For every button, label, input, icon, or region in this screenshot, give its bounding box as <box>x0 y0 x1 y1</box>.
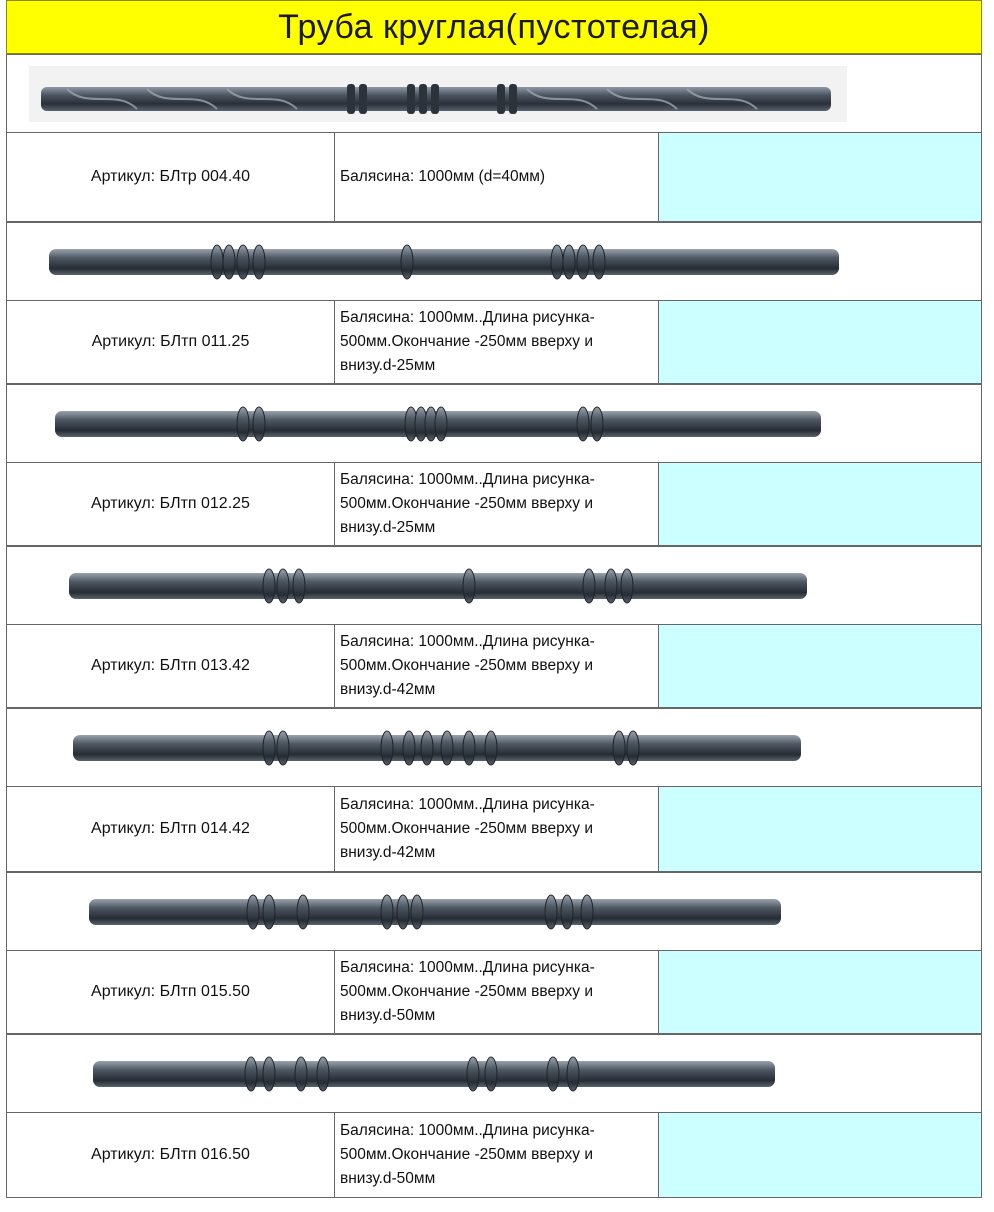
empty-cell <box>659 625 981 707</box>
baluster-bead <box>551 245 563 279</box>
empty-cell <box>659 301 981 383</box>
description-cell <box>335 625 659 707</box>
baluster-bead <box>547 1057 559 1091</box>
baluster-bead <box>263 569 275 603</box>
description-cell <box>335 301 659 383</box>
description-line: 500мм.Окончание -250мм вверху и <box>340 1146 593 1163</box>
description-line: внизу.d-25мм <box>340 519 436 536</box>
empty-cell <box>659 1113 981 1197</box>
baluster-bead <box>561 895 573 929</box>
product-image-row <box>6 546 982 624</box>
product-row <box>6 950 982 1034</box>
empty-cell <box>659 463 981 545</box>
baluster-bead <box>253 407 265 441</box>
baluster-bead <box>247 895 259 929</box>
description-cell <box>335 133 659 221</box>
product-image-row <box>6 54 982 132</box>
turned-baluster-image <box>7 547 983 625</box>
product-image-row <box>6 222 982 300</box>
product-image-row <box>6 872 982 950</box>
description-cell <box>335 463 659 545</box>
baluster-bead <box>397 895 409 929</box>
baluster-bead <box>441 731 453 765</box>
baluster-bead <box>411 895 423 929</box>
baluster-bead <box>223 245 235 279</box>
description-line: внизу.d-42мм <box>340 681 436 698</box>
baluster-bead <box>263 1057 275 1091</box>
turned-baluster-image <box>7 385 983 463</box>
baluster-bead <box>253 245 265 279</box>
article-cell: Артикул: БЛтр 004.40 <box>7 133 335 221</box>
baluster-bead <box>401 245 413 279</box>
baluster-bead <box>435 407 447 441</box>
product-row <box>6 462 982 546</box>
baluster-body <box>73 735 801 761</box>
article-cell: Артикул: БЛтп 012.25 <box>7 463 335 545</box>
description-line: внизу.d-42мм <box>340 844 436 861</box>
baluster-bead <box>293 569 305 603</box>
baluster-bead <box>467 1057 479 1091</box>
baluster-bead <box>627 731 639 765</box>
baluster-bead <box>567 1057 579 1091</box>
twisted-baluster-image <box>7 55 983 133</box>
description-line: Балясина: 1000мм..Длина рисунка- <box>340 796 595 813</box>
baluster-bead <box>593 245 605 279</box>
article-cell: Артикул: БЛтп 011.25 <box>7 301 335 383</box>
description-line: Балясина: 1000мм..Длина рисунка- <box>340 471 595 488</box>
description-line: Балясина: 1000мм..Длина рисунка- <box>340 633 595 650</box>
empty-cell <box>659 787 981 871</box>
product-image-row <box>6 1034 982 1112</box>
article-cell: Артикул: БЛтп 016.50 <box>7 1113 335 1197</box>
description-line: 500мм.Окончание -250мм вверху и <box>340 983 593 1000</box>
description-line: 500мм.Окончание -250мм вверху и <box>340 820 593 837</box>
baluster-body <box>93 1061 775 1087</box>
description-line: Балясина: 1000мм (d=40мм) <box>340 168 546 185</box>
description-line: 500мм.Окончание -250мм вверху и <box>340 333 593 350</box>
product-image-row <box>6 708 982 786</box>
empty-cell <box>659 133 981 221</box>
baluster-bead <box>297 895 309 929</box>
baluster-bead <box>485 731 497 765</box>
baluster-bead <box>277 731 289 765</box>
article-cell: Артикул: БЛтп 013.42 <box>7 625 335 707</box>
baluster-bead <box>381 895 393 929</box>
description-line: внизу.d-50мм <box>340 1007 436 1024</box>
baluster-bead <box>621 569 633 603</box>
baluster-bead <box>277 569 289 603</box>
baluster-body <box>69 573 807 599</box>
baluster-bead <box>317 1057 329 1091</box>
turned-baluster-image <box>7 873 983 951</box>
baluster-bead <box>485 1057 497 1091</box>
description-line: Балясина: 1000мм..Длина рисунка- <box>340 1122 595 1139</box>
description-line: 500мм.Окончание -250мм вверху и <box>340 495 593 512</box>
product-row <box>6 300 982 384</box>
product-row <box>6 1112 982 1198</box>
turned-baluster-image <box>7 709 983 787</box>
description-cell <box>335 787 659 871</box>
baluster-bead <box>613 731 625 765</box>
baluster-bead <box>403 731 415 765</box>
article-cell: Артикул: БЛтп 014.42 <box>7 787 335 871</box>
baluster-bead <box>421 731 433 765</box>
baluster-body <box>89 899 781 925</box>
product-row <box>6 786 982 872</box>
description-line: внизу.d-25мм <box>340 357 436 374</box>
baluster-bead <box>295 1057 307 1091</box>
baluster-bead <box>263 731 275 765</box>
description-cell <box>335 951 659 1033</box>
baluster-bead <box>577 245 589 279</box>
turned-baluster-image <box>7 223 983 301</box>
description-cell <box>335 1113 659 1197</box>
page-title: Труба круглая(пустотелая) <box>6 0 982 54</box>
description-line: 500мм.Окончание -250мм вверху и <box>340 657 593 674</box>
baluster-bead <box>245 1057 257 1091</box>
baluster-bead <box>237 245 249 279</box>
baluster-bead <box>381 731 393 765</box>
baluster-bead <box>211 245 223 279</box>
empty-cell <box>659 951 981 1033</box>
product-row <box>6 624 982 708</box>
baluster-body <box>49 249 839 275</box>
baluster-bead <box>583 569 595 603</box>
baluster-bead <box>591 407 603 441</box>
baluster-bead <box>463 731 475 765</box>
baluster-bead <box>577 407 589 441</box>
description-line: Балясина: 1000мм..Длина рисунка- <box>340 959 595 976</box>
baluster-bead <box>605 569 617 603</box>
baluster-bead <box>581 895 593 929</box>
baluster-bead <box>263 895 275 929</box>
baluster-bead <box>237 407 249 441</box>
description-line: внизу.d-50мм <box>340 1170 436 1187</box>
product-row <box>6 132 982 222</box>
product-image-row <box>6 384 982 462</box>
baluster-bead <box>563 245 575 279</box>
description-line: Балясина: 1000мм..Длина рисунка- <box>340 309 595 326</box>
turned-baluster-image <box>7 1035 983 1113</box>
baluster-bead <box>545 895 557 929</box>
baluster-bead <box>463 569 475 603</box>
article-cell: Артикул: БЛтп 015.50 <box>7 951 335 1033</box>
